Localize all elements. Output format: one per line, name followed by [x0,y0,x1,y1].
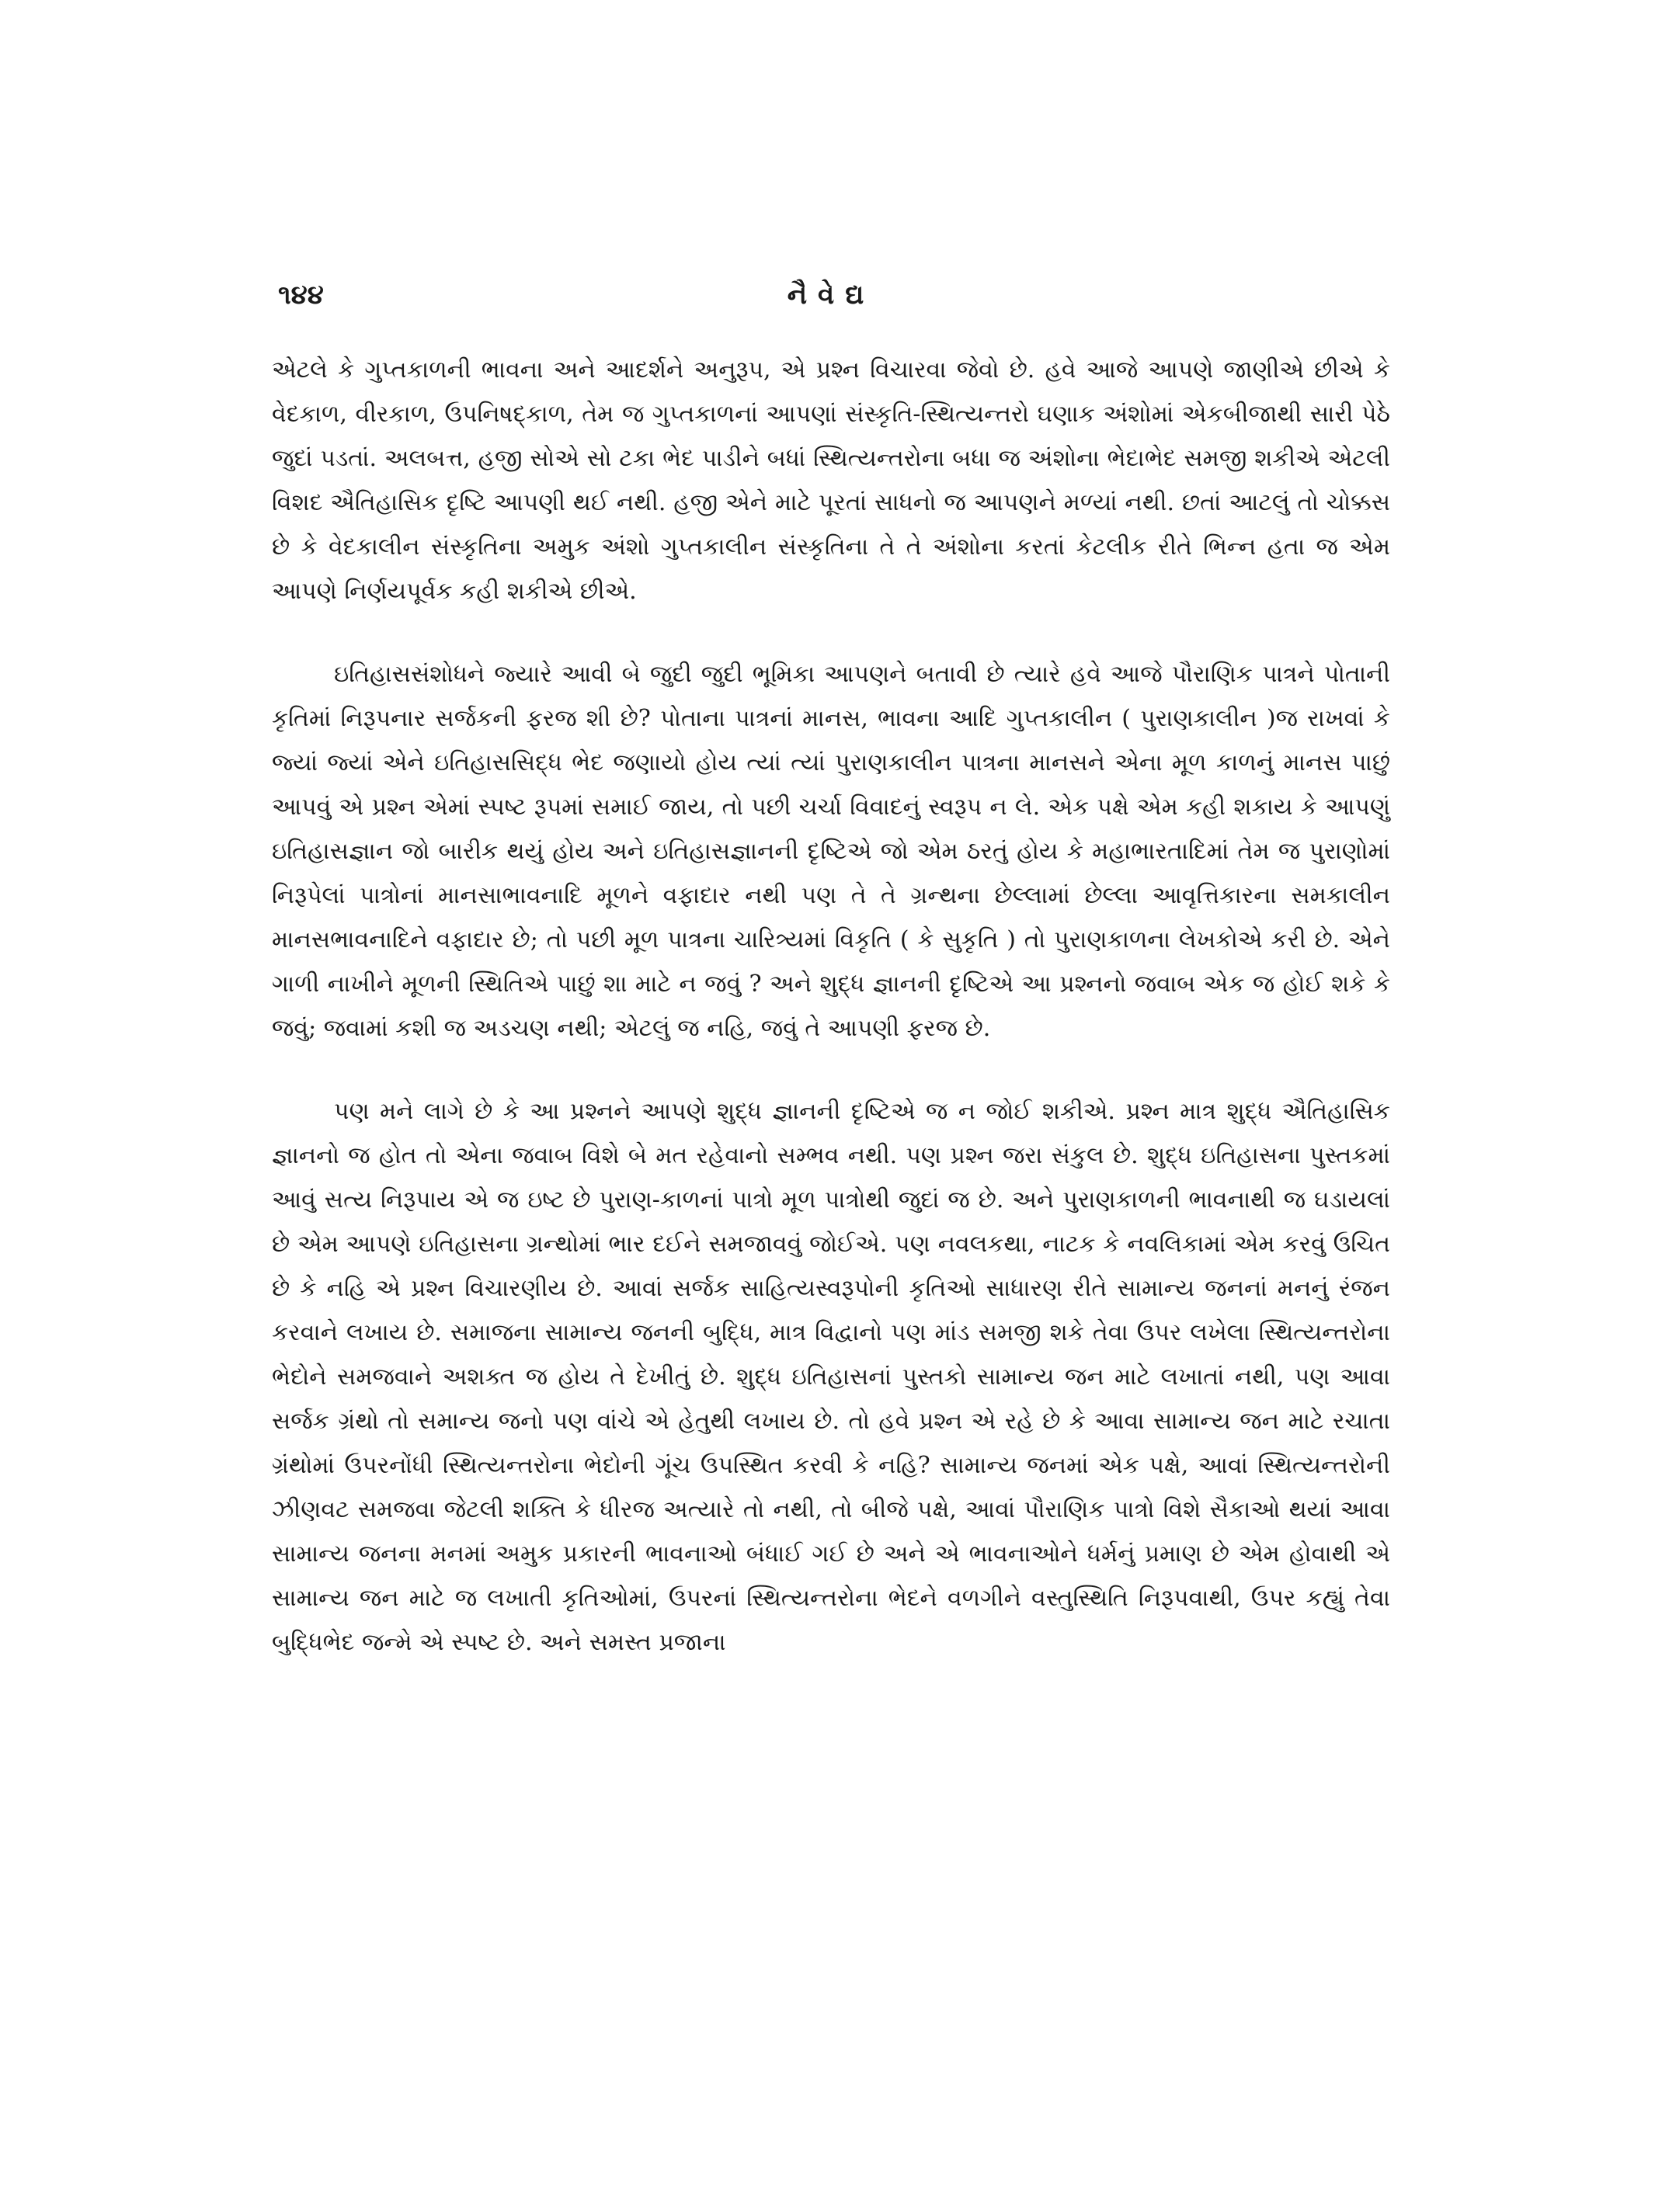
body-text [272,348,1390,1665]
paragraph: એટલે કે ગુપ્તકાળની ભાવના અને આદર્શને અનુરૂપ, એ પ્રશ્ન વિચારવા જેવો છે. હવે આજે આપણે જાણીએ છીએ કે વેદકાળ, વીરકાળ, ઉપનિષદ્‌કાળ, તેમ જ ગુપ્તકાળનાં આપણાં સંસ્કૃતિ-સ્થિત્યન્તરો ઘણાક અંશોમાં એકબીજાથી સારી પેઠે જુદાં પડતાં. અલબત્ત, હજી સોએ સો ટકા ભેદ પાડીને બધાં સ્થિત્યન્તરોના બધા જ અંશોના ભેદાભેદ સમજી શકીએ એટલી વિશદ ઐતિહાસિક દૃષ્ટિ આપણી થઈ નથી. હજી એને માટે પૂરતાં સાધનો જ આપણને મળ્યાં નથી. છતાં આટલું તો ચોક્કસ છે કે વેદકાલીન સંસ્કૃતિના અમુક અંશો ગુપ્તકાલીન સંસ્કૃતિના તે તે અંશોના કરતાં કેટલીક રીતે ભિન્ન હતા જ એમ આપણે નિર્ણયપૂર્વક કહી શકીએ છીએ. [272,356,1390,605]
running-head [272,280,1390,334]
paragraph: પણ મને લાગે છે કે આ પ્રશ્નને આપણે શુદ્ધ જ્ઞાનની દૃષ્ટિએ જ ન જોઈ શકીએ. પ્રશ્ન માત્ર શુદ્ધ ઐતિહાસિક જ્ઞાનનો જ હોત તો એના જવાબ વિશે બે મત રહેવાનો સમ્ભવ નથી. પણ પ્રશ્ન જરા સંકુલ છે. શુદ્ધ ઇતિહાસના પુસ્તકમાં આવું સત્ય નિરૂપાય એ જ ઇષ્ટ છે પુરાણ-કાળનાં પાત્રો મૂળ પાત્રોથી જુદાં જ છે. અને પુરાણકાળની ભાવનાથી જ ઘડાયલાં છે એમ આપણે ઇતિહાસના ગ્રન્થોમાં ભાર દઈને સમજાવવું જોઈએ. પણ નવલકથા, નાટક કે નવલિકામાં એમ કરવું ઉચિત છે કે નહિ એ પ્રશ્ન વિચારણીય છે. આવાં સર્જક સાહિત્યસ્વરૂપોની કૃતિઓ સાધારણ રીતે સામાન્ય જનનાં મનનું રંજન કરવાને લખાય છે. સમાજના સામાન્ય જનની બુદ્ધિ, માત્ર વિદ્વાનો પણ માંડ સમજી શકે તેવા ઉપર લખેલા સ્થિત્યન્તરોના ભેદોને સમજવાને અશક્ત જ હોય તે દેખીતું છે. શુદ્ધ ઇતિહાસનાં પુસ્તકો સામાન્ય જન માટે લખાતાં નથી, પણ આવા સર્જક ગ્રંથો તો સમાન્ય જનો પણ વાંચે એ હેતુથી લખાય છે. તો હવે પ્રશ્ન એ રહે છે કે આવા સામાન્ય જન માટે રચાતા ગ્રંથોમાં ઉપરનોંધી સ્થિત્યન્તરોના ભેદોની ગૂંચ ઉપસ્થિત કરવી કે નહિ? સામાન્ય જનમાં એક પક્ષે, આવાં સ્થિત્યન્તરોની ઝીણવટ સમજવા જેટલી શક્તિ કે ધીરજ અત્યારે તો નથી, તો બીજે પક્ષે, આવાં પૌરાણિક પાત્રો વિશે સૈકાઓ થયાં આવા સામાન્ય જનના મનમાં અમુક પ્રકારની ભાવનાઓ બંધાઈ ગઈ છે અને એ ભાવનાઓને ધર્મનું પ્રમાણ છે એમ હોવાથી એ સામાન્ય જન માટે જ લખાતી કૃતિઓમાં, ઉપરનાં સ્થિત્યન્તરોના ભેદને વળગીને વસ્તુસ્થિતિ નિરૂપવાથી, ઉપર કહ્યું તેવા બુદ્ધિભેદ જન્મે એ સ્પષ્ટ છે. અને સમસ્ત પ્રજાના [272,1098,1390,1656]
page-number: ૧૪૪ [278,280,324,311]
book-title: નૈવેદ્ય [787,280,875,311]
paragraph: ઇતિહાસસંશોધને જ્યારે આવી બે જુદી જુદી ભૂમિકા આપણને બતાવી છે ત્યારે હવે આજે પૌરાણિક પાત્રને પોતાની કૃતિમાં નિરૂપનાર સર્જકની ફરજ શી છે? પોતાના પાત્રનાં માનસ, ભાવના આદિ ગુપ્તકાલીન ( પુરાણકાલીન )જ રાખવાં કે જ્યાં જ્યાં એને ઇતિહાસસિદ્ધ ભેદ જણાયો હોય ત્યાં ત્યાં પુરાણકાલીન પાત્રના માનસને એના મૂળ કાળનું માનસ પાછું આપવું એ પ્રશ્ન એમાં સ્પષ્ટ રૂપમાં સમાઈ જાય, તો પછી ચર્ચા વિવાદનું સ્વરૂપ ન લે. એક પક્ષે એમ કહી શકાય કે આપણું ઇતિહાસજ્ઞાન જો બારીક થયું હોય અને ઇતિહાસજ્ઞાનની દૃષ્ટિએ જો એમ ઠરતું હોય કે મહાભારતાદિમાં તેમ જ પુરાણોમાં નિરૂપેલાં પાત્રોનાં માનસાભાવનાદિ મૂળને વફાદાર નથી પણ તે તે ગ્રન્થના છેલ્લામાં છેલ્લા આવૃત્તિકારના સમકાલીન માનસભાવનાદિને વફાદાર છે; તો પછી મૂળ પાત્રના ચારિત્ર્યમાં વિકૃતિ ( કે સુકૃતિ ) તો પુરાણકાળના લેખકોએ કરી છે. એને ગાળી નાખીને મૂળની સ્થિતિએ પાછું શા માટે ન જવું ? અને શુદ્ધ જ્ઞાનની દૃષ્ટિએ આ પ્રશ્નનો જવાબ એક જ હોઈ શકે કે જવું; જવામાં કશી જ અડચણ નથી; એટલું જ નહિ, જવું તે આપણી ફરજ છે. [272,661,1390,1042]
book-page [272,280,1390,2034]
